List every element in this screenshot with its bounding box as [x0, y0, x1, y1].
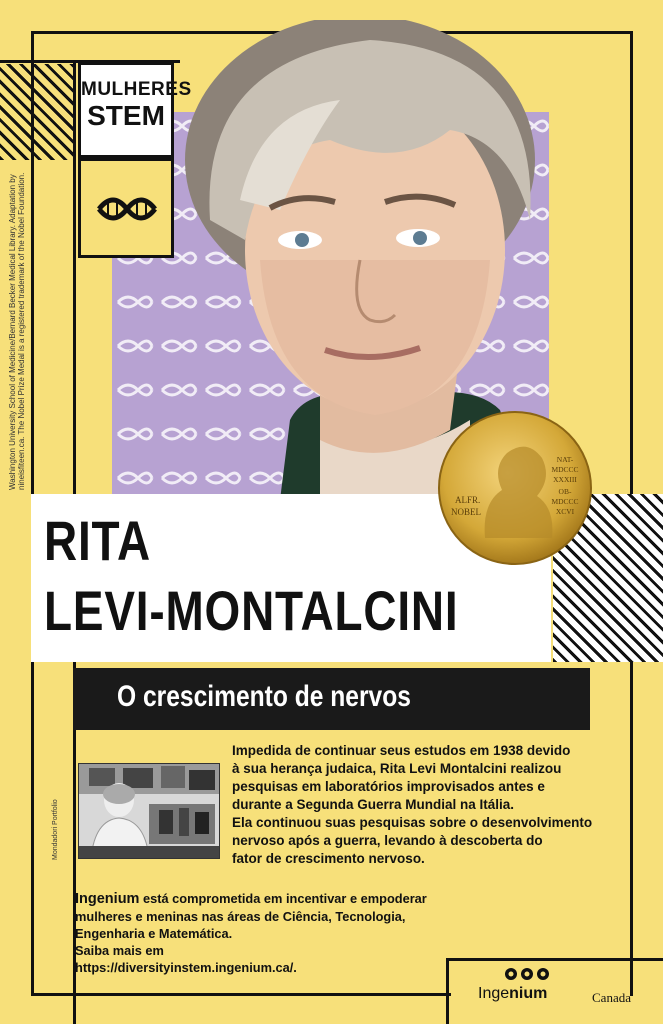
dna-icon: [81, 161, 171, 255]
medal-right-text-5: XCVI: [555, 507, 575, 516]
description-line: fator de crescimento nervoso.: [232, 851, 425, 866]
description-line: à sua herança judaica, Rita Levi Montalcini realizou: [232, 761, 562, 776]
subtitle: O crescimento de nervos: [117, 680, 411, 713]
description: [232, 742, 622, 868]
medal-left-text-1: ALFR.: [455, 495, 481, 505]
ingenium-logo-light: Inge: [478, 985, 510, 1002]
ingenium-line1: está comprometida em incentivar e empoderar: [139, 891, 427, 906]
medal-right-text-1: MDCCC: [551, 465, 579, 474]
canada-wordmark: Canada: [592, 990, 631, 1005]
ingenium-line3: Engenharia e Matemática.: [75, 926, 233, 941]
name-line2: LEVI-MONTALCINI: [44, 579, 459, 642]
medal-right-text-4: MDCCC: [551, 497, 579, 506]
description-line: Impedida de continuar seus estudos em 1938 devido: [232, 743, 571, 758]
description-line: Ela continuou suas pesquisas sobre o desenvolvimento: [232, 815, 593, 830]
photo-credit: Mondadori Portfolio: [52, 799, 59, 860]
image-credit: Washington University School of Medicine/Bernard Becker Medical Library. Adaptation by nineisfiteen.ca. The Nobel Prize Medal is a registered trademark of the Nobel Foundation.: [8, 172, 26, 490]
lab-photo: [78, 763, 220, 859]
medal-right-text-0: NAT-: [556, 455, 574, 464]
ingenium-line4: Saiba mais em: [75, 943, 164, 958]
badge-line1: MULHERES: [81, 79, 192, 100]
nobel-medal-icon: [437, 408, 593, 568]
ingenium-statement: [75, 890, 465, 976]
ingenium-brand: Ingenium: [75, 891, 140, 907]
frame-footer-box-top: [446, 958, 663, 961]
ingenium-logo-bold: nium: [509, 985, 548, 1002]
medal-left-text-2: NOBEL: [451, 507, 481, 517]
description-line: nervoso após a guerra, levando à descoberta do: [232, 833, 543, 848]
ingenium-line2: mulheres e meninas nas áreas de Ciência, Tecnologia,: [75, 909, 406, 924]
badge-line2: STEM: [87, 100, 165, 131]
medal-right-text-2: XXXIII: [553, 475, 577, 484]
name-line1: RITA: [44, 509, 152, 572]
description-line: pesquisas em laboratórios improvisados antes e: [232, 779, 545, 794]
frame-bottom-line: [31, 993, 451, 996]
medal-right-text-3: OB-: [558, 487, 572, 496]
hatch-top-left: [0, 64, 74, 160]
lab-photo-image: [79, 764, 219, 858]
ingenium-logo-icon: [504, 967, 550, 981]
ingenium-logo: [478, 985, 547, 1003]
mulheres-stem-badge: [78, 62, 192, 158]
description-line: durante a Segunda Guerra Mundial na Itália.: [232, 797, 515, 812]
ingenium-url[interactable]: https://diversityinstem.ingenium.ca/.: [75, 960, 297, 975]
dna-box: [78, 158, 174, 258]
